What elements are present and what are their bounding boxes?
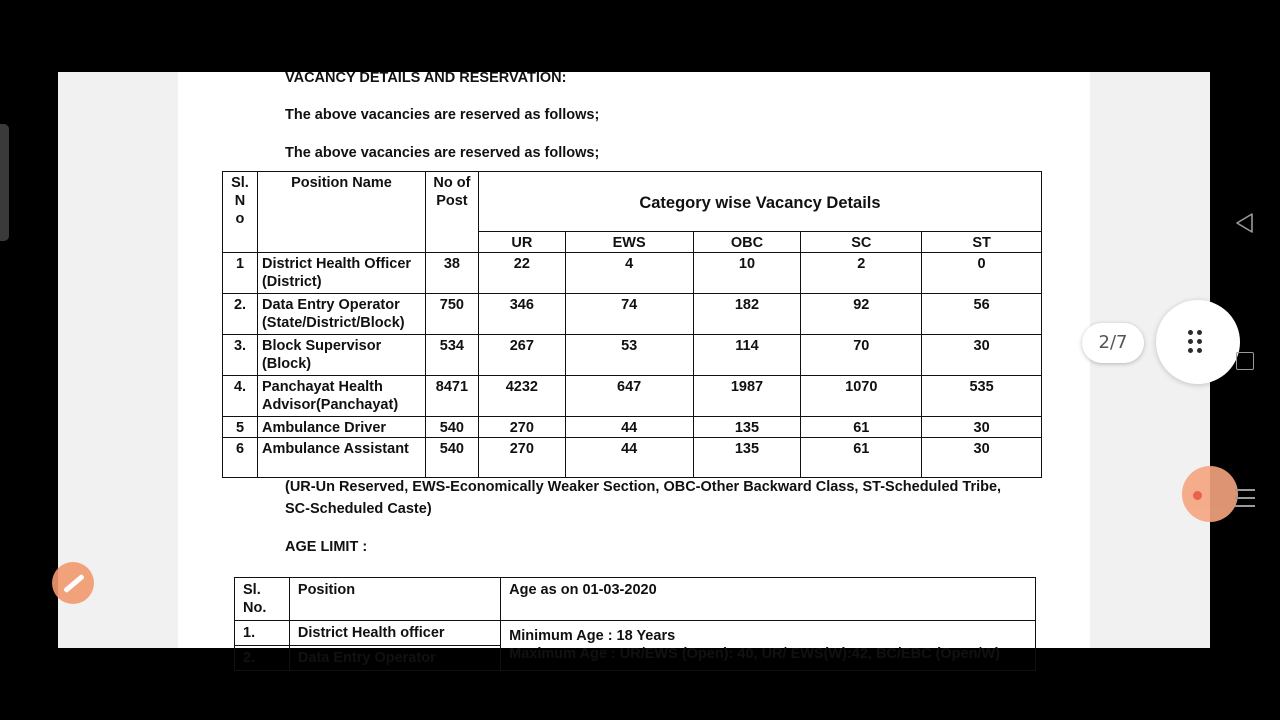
pdf-viewer[interactable] [58, 70, 1210, 666]
row-ur: 346 [478, 294, 565, 335]
intro-line-1: The above vacancies are reserved as follows; [285, 107, 600, 123]
row-ews: 4 [565, 253, 693, 294]
floating-record-button[interactable] [1182, 466, 1238, 522]
legend-line-1: (UR-Un Reserved, EWS-Economically Weaker Section, OBC-Other Backward Class, ST-Scheduled Tribe, [285, 479, 1002, 495]
row-position: Ambulance Assistant [257, 438, 425, 478]
row-sc: 61 [801, 417, 922, 438]
row-ur: 4232 [478, 376, 565, 417]
row-sl: 1 [223, 253, 258, 294]
header-no-of-post: No of Post [425, 172, 478, 253]
row-ews: 74 [565, 294, 693, 335]
edge-handle[interactable] [0, 124, 9, 241]
pencil-icon [63, 574, 85, 593]
row-ur: 270 [478, 417, 565, 438]
grid-dots-icon [1188, 330, 1206, 356]
row-ews: 647 [565, 376, 693, 417]
age-row-sl: 1. [235, 621, 290, 646]
row-sl: 5 [223, 417, 258, 438]
table-row [223, 253, 1042, 294]
page-indicator: 2/7 [1082, 323, 1144, 363]
edit-button[interactable] [52, 562, 94, 604]
row-sl: 6 [223, 438, 258, 478]
age-row-position: Data Entry Operator [289, 646, 500, 671]
row-ur: 270 [478, 438, 565, 478]
header-position-name: Position Name [257, 172, 425, 253]
row-obc: 135 [693, 417, 801, 438]
row-position: Ambulance Driver [257, 417, 425, 438]
table-row [223, 376, 1042, 417]
row-ews: 44 [565, 417, 693, 438]
row-sl: 4. [223, 376, 258, 417]
row-st: 30 [922, 417, 1042, 438]
row-obc: 10 [693, 253, 801, 294]
age-row-details: Minimum Age : 18 Years Maximum Age : UR/EWS (Open): 40, UR/ EWS(W):42, BC/EBC (Open/W) [501, 621, 1036, 671]
age-limit-title: AGE LIMIT : [285, 539, 368, 555]
row-posts: 750 [425, 294, 478, 335]
row-obc: 1987 [693, 376, 801, 417]
row-posts: 534 [425, 335, 478, 376]
header-ews: EWS [565, 232, 693, 253]
row-st: 535 [922, 376, 1042, 417]
row-ur: 267 [478, 335, 565, 376]
back-triangle-icon[interactable] [1234, 212, 1256, 234]
table-row [235, 621, 1036, 646]
row-sc: 61 [801, 438, 922, 478]
table-row [223, 294, 1042, 335]
age-header-age: Age as on 01-03-2020 [501, 578, 1036, 621]
header-sl-no: Sl. N o [223, 172, 258, 253]
document-page [178, 70, 1090, 666]
age-limit-table [234, 577, 1036, 671]
table-row [223, 438, 1042, 478]
row-position: Panchayat Health Advisor(Panchayat) [257, 376, 425, 417]
row-sc: 70 [801, 335, 922, 376]
row-sc: 92 [801, 294, 922, 335]
row-ur: 22 [478, 253, 565, 294]
home-square-icon[interactable] [1236, 352, 1254, 370]
header-st: ST [922, 232, 1042, 253]
row-obc: 114 [693, 335, 801, 376]
row-sl: 3. [223, 335, 258, 376]
row-posts: 8471 [425, 376, 478, 417]
vacancy-table [222, 171, 1042, 478]
age-row-sl: 2. [235, 646, 290, 671]
table-row [223, 335, 1042, 376]
age-row-position: District Health officer [289, 621, 500, 646]
row-st: 30 [922, 335, 1042, 376]
record-icon [1193, 491, 1202, 500]
row-ews: 53 [565, 335, 693, 376]
row-st: 0 [922, 253, 1042, 294]
menu-lines-icon[interactable] [1235, 489, 1255, 507]
thumbnail-grid-button[interactable] [1156, 300, 1240, 384]
row-sl: 2. [223, 294, 258, 335]
row-st: 30 [922, 438, 1042, 478]
row-obc: 182 [693, 294, 801, 335]
header-obc: OBC [693, 232, 801, 253]
header-ur: UR [478, 232, 565, 253]
row-position: Block Supervisor (Block) [257, 335, 425, 376]
row-posts: 38 [425, 253, 478, 294]
row-st: 56 [922, 294, 1042, 335]
row-sc: 2 [801, 253, 922, 294]
age-header-sl: Sl. No. [235, 578, 290, 621]
row-obc: 135 [693, 438, 801, 478]
intro-line-2: The above vacancies are reserved as follows; [285, 145, 600, 161]
table-row [223, 417, 1042, 438]
legend-line-2: SC-Scheduled Caste) [285, 501, 432, 517]
header-sc: SC [801, 232, 922, 253]
section-title: VACANCY DETAILS AND RESERVATION: [285, 70, 567, 86]
row-position: District Health Officer (District) [257, 253, 425, 294]
row-position: Data Entry Operator (State/District/Block) [257, 294, 425, 335]
age-header-position: Position [289, 578, 500, 621]
row-posts: 540 [425, 417, 478, 438]
row-sc: 1070 [801, 376, 922, 417]
header-category-title: Category wise Vacancy Details [478, 172, 1041, 232]
row-posts: 540 [425, 438, 478, 478]
row-ews: 44 [565, 438, 693, 478]
